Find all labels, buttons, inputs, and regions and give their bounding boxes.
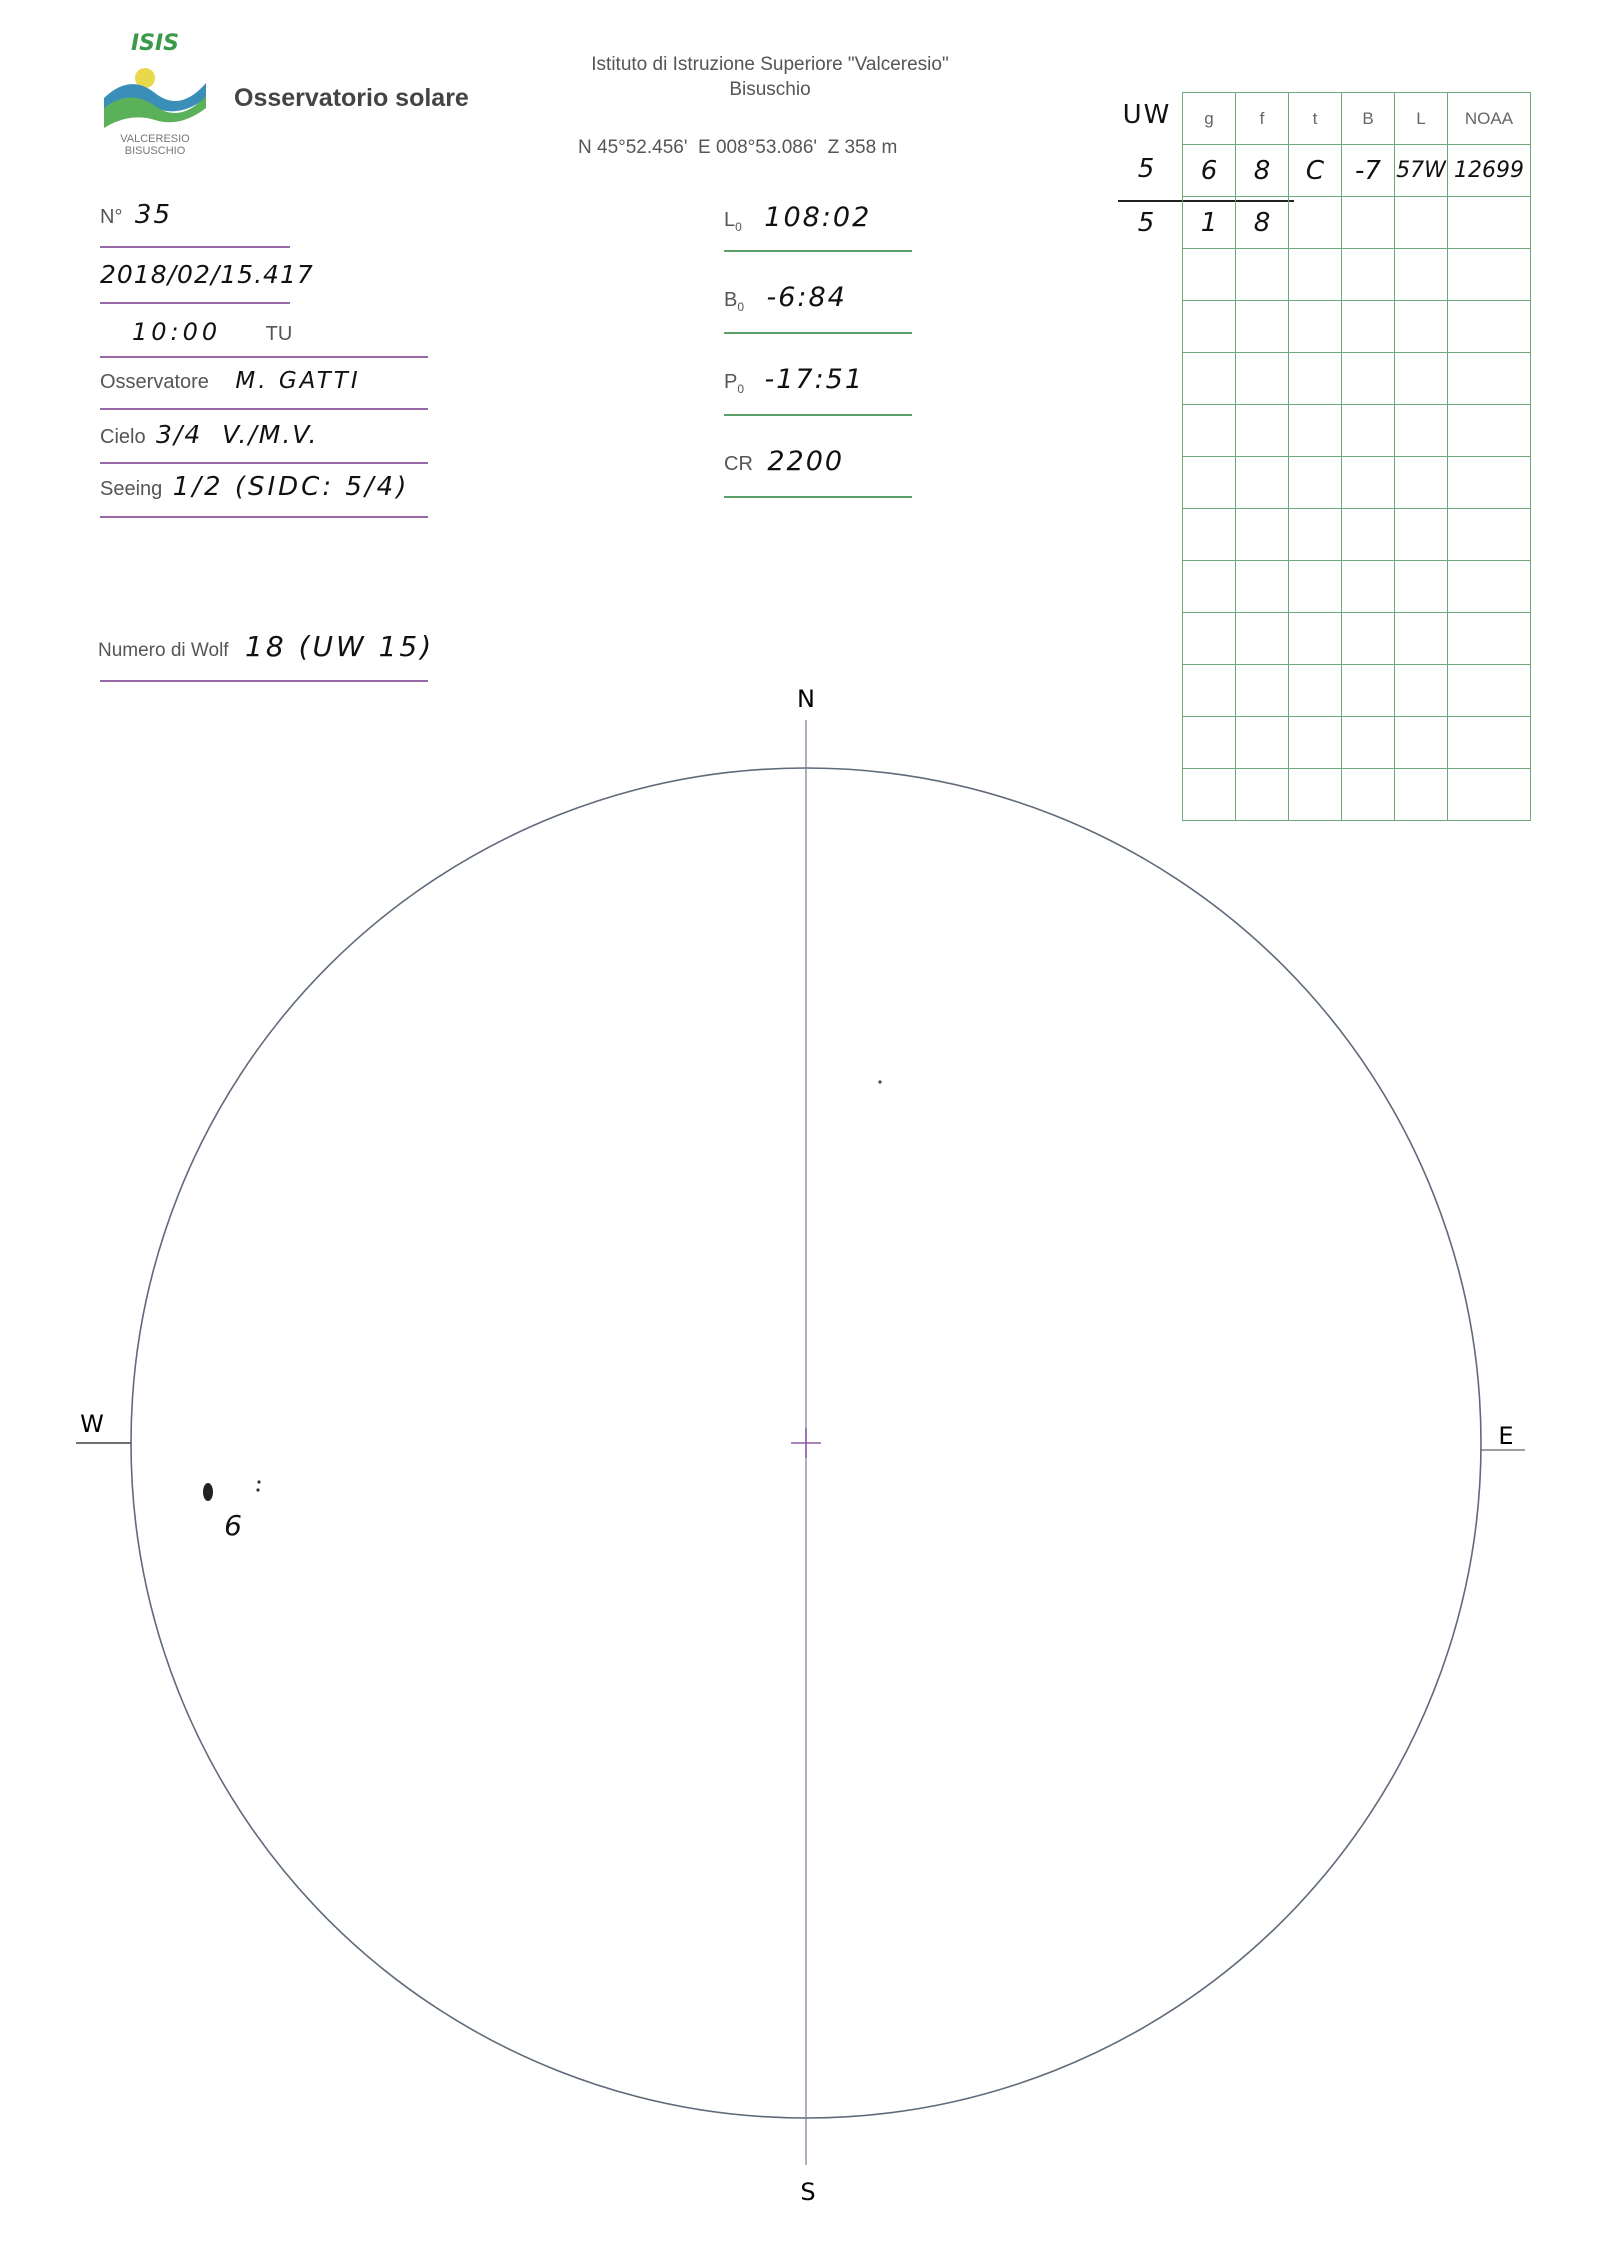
logo-caption-1: VALCERESIO <box>120 133 190 145</box>
institute-line-1: Istituto di Istruzione Superiore "Valceresio" <box>591 54 949 75</box>
l0-label: $L_0$ <box>724 209 742 234</box>
date-value: 2018/02/15.417 <box>100 260 314 289</box>
institute-line-2: Bisuschio <box>729 79 811 100</box>
sunspot <box>256 1488 259 1491</box>
time-value: 10:00 <box>132 318 222 346</box>
group-label: 6 <box>224 1509 242 1542</box>
column-header: t <box>1289 93 1342 145</box>
b0-label: $B_0$ <box>724 289 745 314</box>
east-label: E <box>1498 1422 1514 1450</box>
sky-value: 3/4 V./M.V. <box>156 420 319 449</box>
uw-header: UW <box>1122 100 1172 130</box>
site-coordinates: N 45°52.456' E 008°53.086' Z 358 m <box>578 137 898 158</box>
sunspot <box>257 1480 260 1483</box>
uw-row-1: 5 <box>1137 154 1157 184</box>
cr-value: 2200 <box>767 446 845 477</box>
column-header: L <box>1395 93 1448 145</box>
wolf-label: Numero di Wolf <box>98 640 229 661</box>
column-header: NOAA <box>1448 93 1531 145</box>
table-cell: 1 <box>1183 197 1236 249</box>
observatory-title: Osservatorio solare <box>234 84 469 112</box>
p0-label: $P_0$ <box>724 371 745 396</box>
south-label: S <box>800 2178 816 2206</box>
logo-caption-2: BISUSCHIO <box>124 145 186 157</box>
column-header: g <box>1183 93 1236 145</box>
table-cell: 8 <box>1236 145 1289 197</box>
column-header: B <box>1342 93 1395 145</box>
observer-label: Osservatore <box>100 371 209 393</box>
l0-value: 108:02 <box>764 202 872 233</box>
table-cell: 57W <box>1395 145 1448 197</box>
sky-label: Cielo <box>100 426 146 448</box>
column-header: f <box>1236 93 1289 145</box>
wolf-value: 18 (UW 15) <box>245 630 435 663</box>
sunspot <box>878 1080 881 1083</box>
table-cell: C <box>1289 145 1342 197</box>
sunspot <box>203 1483 213 1501</box>
table-cell: 8 <box>1236 197 1289 249</box>
seeing-value: 1/2 (SIDC: 5/4) <box>172 472 410 502</box>
p0-value: -17:51 <box>764 364 865 395</box>
number-label: N° <box>100 206 123 228</box>
table-cell: 6 <box>1183 145 1236 197</box>
west-label: W <box>80 1410 104 1438</box>
seeing-label: Seeing <box>100 478 163 500</box>
table-cell: 12699 <box>1448 145 1531 197</box>
north-label: N <box>797 685 815 713</box>
uw-row-2: 5 <box>1137 208 1157 238</box>
number-value: 35 <box>134 200 172 230</box>
b0-value: -6:84 <box>766 282 847 313</box>
observer-value: M. GATTI <box>235 368 361 394</box>
table-cell: -7 <box>1342 145 1395 197</box>
logo-text: ISIS <box>130 31 180 56</box>
time-unit: TU <box>265 323 293 345</box>
cr-label: CR <box>724 453 753 475</box>
